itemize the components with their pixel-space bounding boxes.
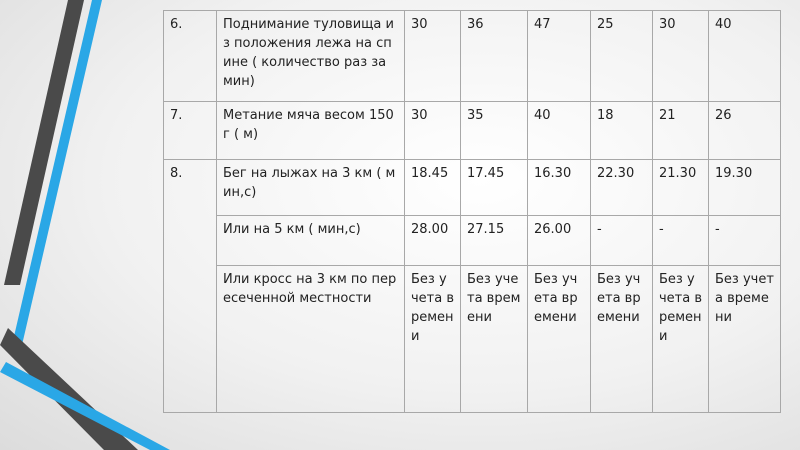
blue-stripe-bottom [0, 362, 170, 450]
value-cell: 25 [591, 11, 653, 102]
table-row [164, 11, 781, 102]
value-cell: Без учета времени [405, 266, 461, 413]
value-cell: 22.30 [591, 160, 653, 216]
value-cell: 47 [528, 11, 591, 102]
value-cell: 21.30 [653, 160, 709, 216]
value-cell: 36 [461, 11, 528, 102]
table-row [164, 160, 781, 216]
table-row [164, 216, 781, 266]
value-cell: Без учета времени [461, 266, 528, 413]
table-row [164, 266, 781, 413]
value-cell: Без учета времени [653, 266, 709, 413]
value-cell: - [709, 216, 781, 266]
exercise-name: Или на 5 км ( мин,с) [217, 216, 405, 266]
value-cell: 18.45 [405, 160, 461, 216]
exercise-name: Метание мяча весом 150 г ( м) [217, 102, 405, 160]
row-number: 7. [164, 102, 217, 160]
value-cell: 40 [709, 11, 781, 102]
value-cell: Без учета времени [591, 266, 653, 413]
value-cell: 18 [591, 102, 653, 160]
value-cell: 16.30 [528, 160, 591, 216]
value-cell: Без учета времени [528, 266, 591, 413]
value-cell: 17.45 [461, 160, 528, 216]
value-cell: 35 [461, 102, 528, 160]
exercise-name: Или кросс на 3 км по пересеченной местности [217, 266, 405, 413]
exercise-name: Бег на лыжах на 3 км ( мин,с) [217, 160, 405, 216]
row-number: 6. [164, 11, 217, 102]
value-cell: 21 [653, 102, 709, 160]
value-cell: 27.15 [461, 216, 528, 266]
value-cell: 28.00 [405, 216, 461, 266]
value-cell: 30 [653, 11, 709, 102]
value-cell: - [653, 216, 709, 266]
value-cell: - [591, 216, 653, 266]
row-number: 8. [164, 160, 217, 413]
table-row [164, 102, 781, 160]
standards-table [163, 10, 781, 413]
value-cell: 26 [709, 102, 781, 160]
value-cell: 26.00 [528, 216, 591, 266]
value-cell: Без учета времени [709, 266, 781, 413]
value-cell: 40 [528, 102, 591, 160]
value-cell: 30 [405, 102, 461, 160]
exercise-name: Поднимание туловища из положения лежа на спине ( количество раз за мин) [217, 11, 405, 102]
value-cell: 19.30 [709, 160, 781, 216]
value-cell: 30 [405, 11, 461, 102]
